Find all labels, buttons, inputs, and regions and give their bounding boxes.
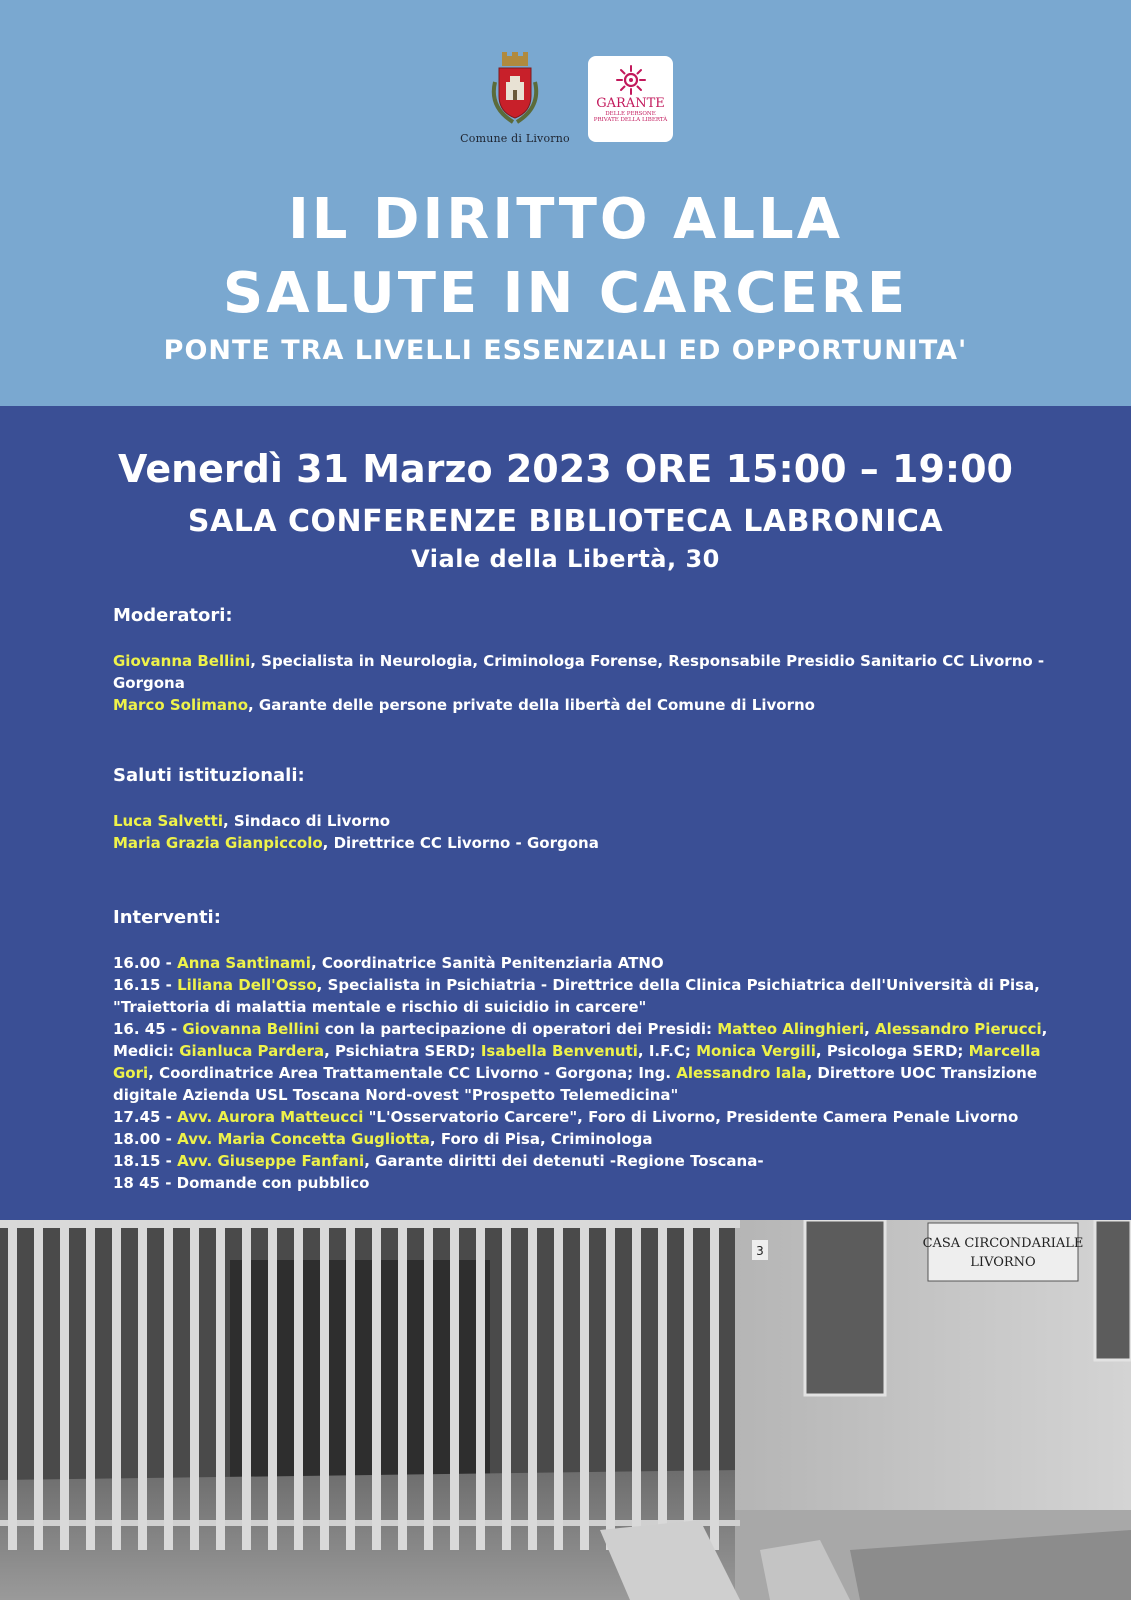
- prison-gate-illustration: [0, 1220, 1131, 1600]
- gate-bar: [216, 1220, 225, 1550]
- item-time: 18.15 -: [113, 1152, 178, 1170]
- speaker-name: Luca Salvetti: [113, 812, 223, 830]
- item-text: , Psichiatra SERD;: [324, 1042, 481, 1060]
- speaker-role: "L'Osservatorio Carcere", Foro di Livorno, Presidente Camera Penale Livorno: [363, 1108, 1019, 1126]
- gate-bar: [8, 1220, 17, 1550]
- gate-bar: [60, 1220, 69, 1550]
- speaker-name: Liliana Dell'Osso: [177, 976, 317, 994]
- gate-bar: [476, 1220, 485, 1550]
- gate-bar: [190, 1220, 199, 1550]
- gate-bar: [710, 1220, 719, 1550]
- speaker-name: Giovanna Bellini: [113, 652, 251, 670]
- sun-icon: [615, 64, 647, 96]
- sign-line-1: CASA CIRCONDARIALE: [922, 1236, 1084, 1251]
- list-item: [113, 694, 1063, 716]
- gate-bar: [580, 1220, 589, 1550]
- title-line-2: SALUTE IN CARCERE: [222, 261, 909, 326]
- gate-bar: [268, 1220, 277, 1550]
- coat-of-arms-icon: [485, 52, 545, 130]
- gate-bar: [606, 1220, 615, 1550]
- gate-bar: [112, 1220, 121, 1550]
- comune-label: Comune di Livorno: [460, 132, 570, 145]
- info-band: [0, 406, 1131, 1220]
- item-text: con la partecipazione di operatori dei Presidi:: [319, 1020, 718, 1038]
- speaker-name: Isabella Benvenuti: [480, 1042, 638, 1060]
- item-time: 16.00 -: [113, 954, 178, 972]
- list-item: [113, 974, 1063, 1018]
- garante-subtitle: DELLE PERSONE PRIVATE DELLA LIBERTÀ: [593, 111, 668, 123]
- speaker-role: , Garante diritti dei detenuti -Regione Toscana-: [364, 1152, 764, 1170]
- title-line-1: IL DIRITTO ALLA: [287, 187, 844, 252]
- item-text: , Direttore UOC Transizione digitale Azienda USL Toscana Nord-ovest "Prospetto Telemedicina": [113, 1064, 1038, 1104]
- header-band: [0, 0, 1131, 406]
- list-item: [113, 810, 1063, 832]
- item-time: 16.15 -: [113, 976, 178, 994]
- comune-logo: [455, 52, 575, 150]
- item-time: 16. 45 -: [113, 1020, 183, 1038]
- speaker-name: Maria Grazia Gianpiccolo: [113, 834, 323, 852]
- item-text: , Coordinatrice Area Trattamentale CC Livorno - Gorgona; Ing.: [148, 1064, 677, 1082]
- gate-bar: [346, 1220, 355, 1550]
- speaker-role: , Specialista in Psichiatria - Direttrice della Clinica Psichiatrica dell'Università di Pisa, "Traiettoria di malattia mentale e rischio di suicidio in carcere": [113, 976, 1040, 1016]
- moderatori-section: [113, 604, 1063, 716]
- list-item: [113, 650, 1063, 694]
- gate-bar: [34, 1220, 43, 1550]
- list-item: [113, 952, 1063, 974]
- gate-bar: [372, 1220, 381, 1550]
- list-item: [113, 1106, 1063, 1128]
- gate-bar: [86, 1220, 95, 1550]
- speaker-name: Giovanna Bellini: [182, 1020, 320, 1038]
- speaker-role: , Direttrice CC Livorno - Gorgona: [322, 834, 599, 852]
- list-item: [113, 1172, 1063, 1194]
- garante-logo: [588, 56, 673, 142]
- item-text: , Medici:: [113, 1020, 1048, 1060]
- speaker-name: Matteo Alinghieri: [717, 1020, 865, 1038]
- interventi-heading: Interventi:: [113, 907, 221, 928]
- list-item: [113, 1018, 1063, 1106]
- speaker-role: , Coordinatrice Sanità Penitenziaria ATNO: [310, 954, 664, 972]
- speaker-name: Marcella Gori: [113, 1042, 1041, 1082]
- subtitle: PONTE TRA LIVELLI ESSENZIALI ED OPPORTUNITA': [163, 335, 968, 366]
- event-address: Viale della Libertà, 30: [411, 545, 720, 573]
- door-number: 3: [756, 1244, 764, 1258]
- gate-bar: [450, 1220, 459, 1550]
- gate-bar: [502, 1220, 511, 1550]
- speaker-name: Anna Santinami: [177, 954, 311, 972]
- item-text: , I.F.C;: [637, 1042, 697, 1060]
- speaker-name: Monica Vergili: [696, 1042, 816, 1060]
- item-time: 17.45 -: [113, 1108, 178, 1126]
- item-time: 18.00 -: [113, 1130, 178, 1148]
- interventi-section: [113, 906, 1063, 1194]
- speaker-name: Gianluca Pardera: [179, 1042, 325, 1060]
- logo-row: [0, 50, 1131, 150]
- speaker-name: Marco Solimano: [113, 696, 248, 714]
- gate-bar: [632, 1220, 641, 1550]
- speaker-role: , Garante delle persone private della libertà del Comune di Livorno: [248, 696, 815, 714]
- saluti-heading: Saluti istituzionali:: [113, 765, 305, 786]
- speaker-name: Avv. Maria Concetta Gugliotta: [177, 1130, 430, 1148]
- gate-bar: [320, 1220, 329, 1550]
- garante-word: GARANTE: [596, 96, 665, 111]
- speaker-name: Avv. Aurora Matteucci: [177, 1108, 364, 1126]
- list-item: [113, 832, 1063, 854]
- speaker-role: , Sindaco di Livorno: [222, 812, 391, 830]
- speaker-role: , Foro di Pisa, Criminologa: [429, 1130, 653, 1148]
- gate-bar: [424, 1220, 433, 1550]
- gate-bar: [554, 1220, 563, 1550]
- speaker-role: , Specialista in Neurologia, Criminologa Forense, Responsabile Presidio Sanitario CC Livorno - Gorgona: [113, 652, 1045, 692]
- gate-bar: [658, 1220, 667, 1550]
- gate-bar: [294, 1220, 303, 1550]
- gate-bar: [528, 1220, 537, 1550]
- gate-bar: [164, 1220, 173, 1550]
- gate-bar: [398, 1220, 407, 1550]
- moderatori-heading: Moderatori:: [113, 605, 233, 626]
- speaker-name: Alessandro Iala: [676, 1064, 807, 1082]
- list-item: [113, 1128, 1063, 1150]
- item-text: 18 45 - Domande con pubblico: [113, 1174, 370, 1192]
- list-item: [113, 1150, 1063, 1172]
- item-text: , Psicologa SERD;: [815, 1042, 969, 1060]
- gate-bar: [242, 1220, 251, 1550]
- event-date: Venerdì 31 Marzo 2023 ORE 15:00 – 19:00: [117, 447, 1013, 491]
- sign-line-2: LIVORNO: [970, 1255, 1036, 1270]
- prison-gate-photo: [0, 1220, 1131, 1600]
- speaker-name: Alessandro Pierucci: [875, 1020, 1042, 1038]
- item-text: ,: [864, 1020, 876, 1038]
- saluti-section: [113, 764, 1063, 854]
- gate-bar: [138, 1220, 147, 1550]
- gate-bar: [684, 1220, 693, 1550]
- speaker-name: Avv. Giuseppe Fanfani: [177, 1152, 365, 1170]
- event-venue: SALA CONFERENZE BIBLIOTECA LABRONICA: [187, 504, 944, 539]
